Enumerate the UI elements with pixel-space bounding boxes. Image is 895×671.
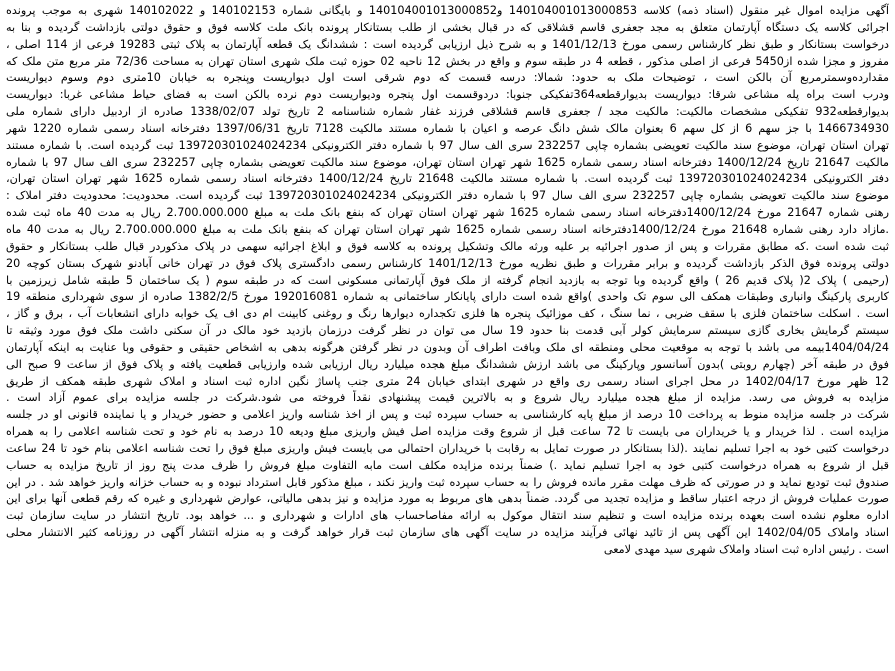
auction-notice-text xyxy=(6,3,889,559)
notice-line: قبل از شروع به همراه درخواست کتبی خود به اجرا تسلیم نماید .) ضمناً برنده مزایده مکلف است مابه التفاوت مبلغ فروش را ظرف مدت پنج روز از تاریخ مزایده به حساب xyxy=(6,458,889,472)
notice-line: صندوق ثبت تودیع نماید و در صورتی که ظرف مهلت مقرر مانده فروش را به حساب سپرده ثبت واریز نکند ، مبلغ مذکور قابل استرداد نبوده و به حساب خزانه واریز خواهد شد . در این xyxy=(6,475,889,489)
notice-line: صورت عملیات فروش از درجه اعتبار ساقط و مزایده تجدید می گردد. ضمناً بدهی های مربوط به مورد مزایده و نیز بدهی مالیاتی، عوارض شهرداری و غیره که رقم قطعی آنها برای این xyxy=(6,492,889,506)
notice-line: ودرب است براه پله مشاعی شرقا: دیواریست بدیوارقطعه364تفکیکی جنوبا: دردوقسمت اول پنجره ودیواریست دوم نرده بالکن است به فضای حیاط مشاعی غربا: دیواریست xyxy=(6,88,889,102)
notice-line: اجرائی کلاسه یک دستگاه آپارتمان متعلق به مجد جعفری قاسم قشلاقی که در قبال بخشی از طلب بستانکار پرونده بانک ملت کلاسه فوق و حقوق دولتی بازداشت گردیده و بنا به xyxy=(6,20,889,34)
notice-line: سیستم گرمایش بخاری گازی سیستم سرمایش کولر آبی قدمت بنا حدود 19 سال می توان در نظر گرفت درزمان بازدید خود مالک در آن سکنی داشت ملک فوق مورد وثیقه تا xyxy=(6,324,889,338)
notice-line: مقدارده‌وسمترمربع آن بالکن است ، توضیحات ملک به حدود: شمالا: درسه قسمت که دوم شرقی است اول دیواریست وپنجره به خیابان 10متری دوم وسوم دیواریست xyxy=(6,71,889,85)
notice-line: 12 ظهر مورخ 1402/04/17 در محل اجرای اسناد رسمی ری واقع در شهری ابتدای خیابان 24 متری جنب پاساژ نگین اداره ثبت اسناد و املاک شهری طبقه همکف از طریق xyxy=(6,374,889,388)
notice-line: اداره معلوم نشده است بعهده برنده مزایده است و تنظیم سند انتقال موکول به ارائه مفاصاحساب های ادارات و شهرداری و ... خواهد بود. تاریخ انتشار در سایت سازمان ثبت xyxy=(6,509,889,523)
notice-line: موضوع سند مالکیت تعویضی بشماره چاپی 232257 سری الف سال 97 با شماره دفتر الکترونیکی 139720301024024234 ثبت گردیده است. محدودیت: محدودیت دفتر املاک : xyxy=(6,189,889,203)
notice-line: دفتر الکترونیکی 139720301024024234 ثبت گردیده است. با شماره مستند مالکیت 21648 تاریخ 1400/12/24 دفترخانه اسناد رسمی شماره 1625 شهر تهران استان تهران، xyxy=(6,172,889,186)
notice-line: درخواست کتبی خود به اجرا تسلیم نمایند .(لذا بستانکار در صورت تمایل به رقابت با خریداران احتمالی می بایست فیش واریزی مبلغ فوق را تحت شناسه اعلامی بنام خود تا 24 ساعت xyxy=(6,441,889,455)
notice-line: است . رئیس اداره ثبت اسناد واملاک شهری سید مهدی لامعی xyxy=(603,543,889,556)
notice-line: 1466734930 با جز سهم 6 از کل سهم 6 بعنوان مالک شش دانگ عرصه و اعیان با شماره مستند مالکیت 7128 تاریخ 1397/06/31 دفترخانه اسناد رسمی شماره 1220 شهر xyxy=(6,121,889,135)
notice-line: آگهی مزایده اموال غیر منقول (اسناد ذمه) کلاسه 140104001013000853 و140104001013000852 و بایگانی شماره 140102153 و 140102022 شهری به موجب پرونده xyxy=(6,4,889,17)
notice-line: 1404/04/24بیمه می باشد با توجه به موقعیت محلی ومنطقه ای ملک وبافت اطراف آن وبدون در نظر گرفتن هرگونه بدهی به اشخاص حقیقی و حقوقی وبا عنایت به اینکه آپارتمان xyxy=(6,340,889,354)
notice-line: مزایده است . لذا خریدار و یا خریداران می بایست تا 72 ساعت قبل از شروع وقت مزایده اصل فیش واریزی مبلغ ودیعه 10 درصد به نام خود و تحت شناسه اعلامی را به همراه xyxy=(6,425,889,439)
notice-line: کاربری پارکینگ وانباری وطبقات همکف الی سوم تک واحدی )واقع شده است دارای پایانکار ساختمانی به شماره 192016081 مورخ 1382/2/5 صادره از سوی شهرداری منطقه 19 xyxy=(6,290,889,304)
notice-line: مفروز و مجزا شده از5450 فرعی از اصلی مذکور ، قطعه 4 در طبقه سوم و واقع در بخش 12 ناحیه 02 حوزه ثبت ملک شهری استان تهران به مساحت 72/36 متر مربع متن ملک که xyxy=(6,54,889,68)
notice-line: مالکیت 21647 تاریخ 1400/12/24 دفترخانه اسناد رسمی شماره 1625 شهر تهران استان تهران، موضوع سند مالکیت تعویضی بشماره چاپی 232257 سری الف سال 97 با شماره xyxy=(6,155,889,169)
notice-line: است . اسکلت ساختمان فلزی با سقف ضربی ، نما سنگ ، کف موزائیک پنجره ها فلزی تکجداره دیوارها رنگ و روغنی کابینت ام دی اف یک خوابه دارای انشعابات آب ، برق و گاز ، xyxy=(6,307,889,321)
notice-line: رهنی شماره 21647 مورخ 1400/12/24دفترخانه اسناد رسمی شماره 1625 شهر تهران استان تهران که بنفع بانک ملت به مبلغ 2.700.000.000 ریال به مدت 40 ماه ثبت شده xyxy=(6,206,889,220)
notice-line: بدیوارقطعه932 تفکیکی مشخصات مالکیت: مالکیت مجد / جعفری قاسم قشلاقی فرزند غفار شماره شناسنامه 2 تاریخ تولد 1338/02/07 صادره از اردبیل دارای شماره ملی xyxy=(6,105,889,119)
notice-line: ثبت شده است .که مطابق مقررات و پس از صدور اجرائیه بر علیه ورثه مالک وتشکیل پرونده به کلاسه فوق و ابلاغ اجرائیه سهمی در پلاک مذکوردر قبال طلب بستانکار و حقوق xyxy=(6,239,889,253)
notice-line: درخواست بستانکار و طبق نظر کارشناس رسمی مورخ 1401/12/13 و به شرح ذیل ارزیابی گردیده است : ششدانگ یک قطعه آپارتمان به پلاک ثبتی 19283 فرعی از 114 اصلی ، xyxy=(6,37,889,51)
notice-line: (رحیمی ) پلاک 2( پلاک قدیم 26 ) واقع گردیده وبا توجه به بازدید انجام گرفته از ملک فوق آپارتمانی مسکونی است که در طبقه سوم ( یک ساختمان 5 طبقه شامل زیرزمین با xyxy=(6,273,889,287)
notice-line: مزایده به فروش می رسد. مزایده از مبلغ هجده میلیارد ریال شروع و به بالاترین قیمت پیشنهادی نقداً فروخته می شود.شرکت در جلسه مزایده برای عموم آزاد است . xyxy=(6,391,889,405)
notice-line: شرکت در جلسه مزایده منوط به پرداخت 10 درصد از مبلغ پایه کارشناسی به حساب سپرده ثبت و پس از اخذ شناسه واریز اعلامی و حضور خریدار و یا نماینده قانونی او در جلسه xyxy=(6,408,889,422)
notice-line: دولتی پرونده فوق الذکر بازداشت گردیده و برابر مقررات و طبق نظریه مورخ 1401/12/13 کارشناس رسمی دادگستری پلاک فوق در تهران خانی آبادنو شهرک بستان کوچه 20 xyxy=(6,256,889,270)
notice-line: .مازاد دارد رهنی شماره 21648 مورخ 1400/12/24دفترخانه اسناد رسمی شماره 1625 شهر تهران استان تهران که بنفع بانک ملت به مبلغ 2.700.000.000 ریال به مدت 40 ماه xyxy=(6,222,889,236)
notice-line: اسناد واملاک 1402/04/05 این آگهی پس از تائید نهائی فرآیند مزایده در سایت آگهی های سازمان ثبت قرار خواهد گرفت و به منزله انتشار آگهی در روزنامه کثیر الانتشار محلی xyxy=(6,526,889,540)
notice-line: تهران استان تهران، موضوع سند مالکیت تعویضی بشماره چاپی 232257 سری الف سال 97 با شماره دفتر الکترونیکی 139720301024024234 ثبت گردیده است. با شماره مستند xyxy=(6,138,889,152)
notice-line: فوق در طبقه آخر (چهارم روبتی )بدون آسانسور وپارکینگ می باشد ارزش ششدانگ مبلغ هجده میلیارد ریال ارزیابی شده وارزیابی قطعیت یافته و پلاک فوق از ساعت 9 صبح الی xyxy=(6,357,889,371)
